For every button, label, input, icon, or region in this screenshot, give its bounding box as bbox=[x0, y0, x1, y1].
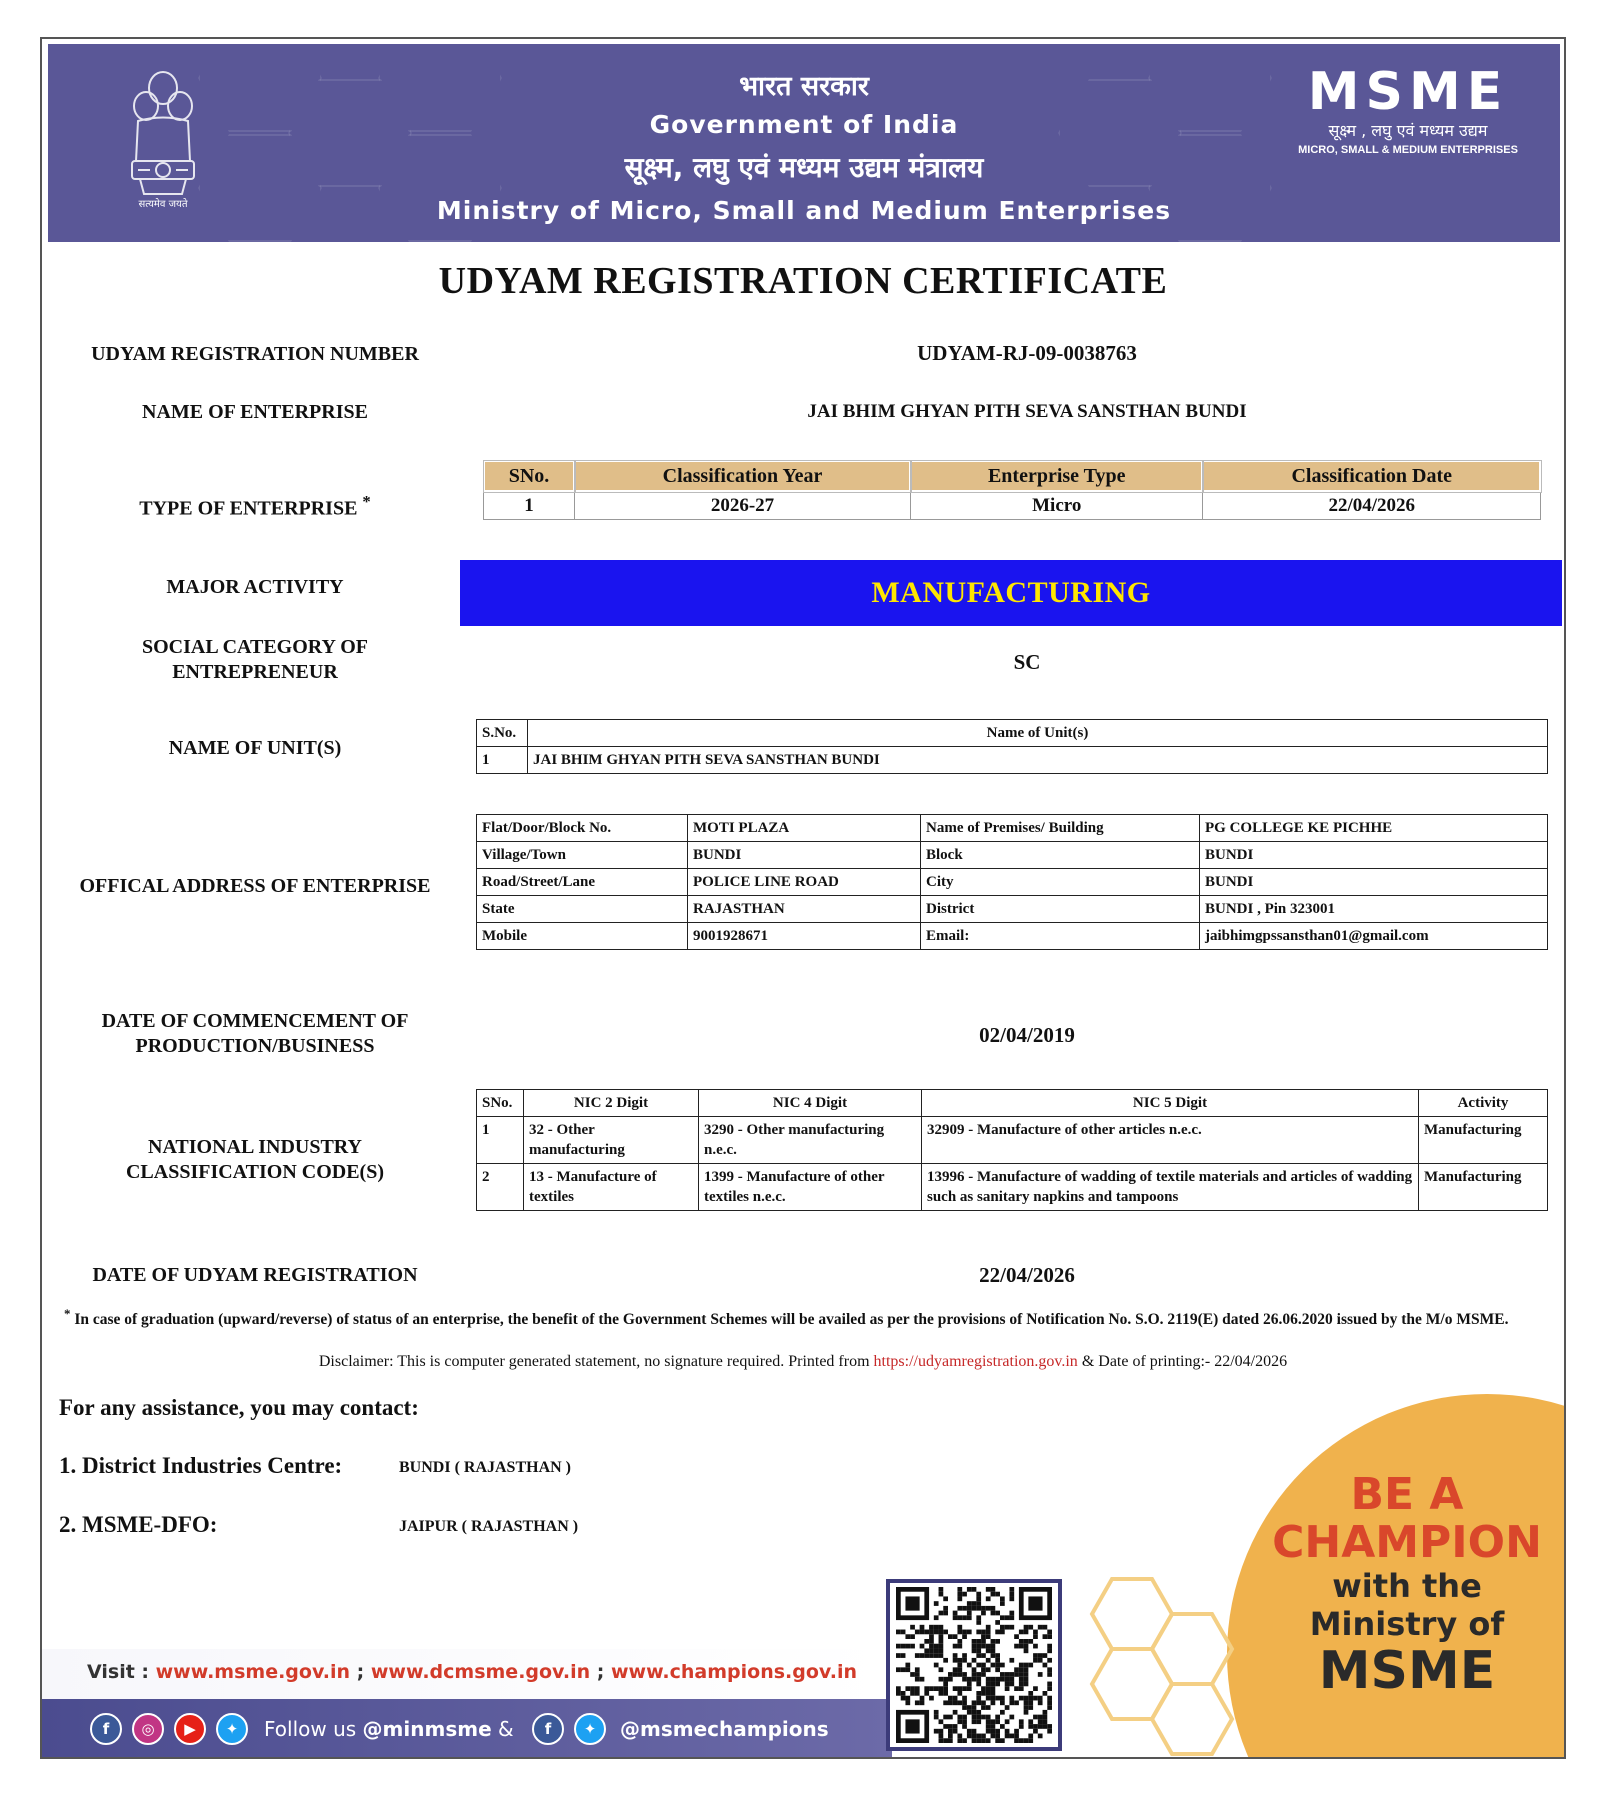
table-cell: MOTI PLAZA bbox=[688, 815, 921, 842]
qr-code-icon bbox=[894, 1587, 1054, 1743]
table-cell: 3290 - Other manufacturing n.e.c. bbox=[699, 1117, 922, 1164]
ampersand: & bbox=[491, 1717, 514, 1741]
champion-line2: CHAMPION bbox=[1272, 1517, 1542, 1568]
table-row bbox=[477, 1117, 1548, 1164]
table-header-cell: NIC 2 Digit bbox=[524, 1090, 699, 1117]
table-cell: BUNDI , Pin 323001 bbox=[1200, 896, 1548, 923]
table-cell: 9001928671 bbox=[688, 923, 921, 950]
nic-label-line1: NATIONAL INDUSTRY bbox=[148, 1136, 362, 1158]
champion-line4: Ministry of bbox=[1309, 1605, 1505, 1643]
table-header-row bbox=[477, 720, 1548, 747]
enterprise-type-label-text: TYPE OF ENTERPRISE bbox=[139, 497, 358, 520]
msme-logo-hindi: सूक्ष्म , लघु एवं मध्यम उद्यम bbox=[1328, 121, 1488, 140]
nic-label bbox=[60, 1135, 450, 1185]
major-activity-label: MAJOR ACTIVITY bbox=[166, 576, 344, 598]
social-category-label-line2: ENTREPRENEUR bbox=[172, 661, 338, 683]
dcmsme-site-link[interactable]: www.dcmsme.gov.in bbox=[370, 1661, 591, 1683]
table-cell: 2026-27 bbox=[575, 492, 911, 520]
handle-msmechampions-text: @msmechampions bbox=[620, 1717, 829, 1741]
dfo-value: JAIPUR ( RAJASTHAN ) bbox=[399, 1518, 579, 1535]
unit-names-label: NAME OF UNIT(S) bbox=[168, 737, 342, 759]
table-cell: 32 - Other manufacturing bbox=[524, 1117, 699, 1164]
champions-site-link[interactable]: www.champions.gov.in bbox=[610, 1661, 858, 1683]
emblem-motto: सत्यमेव जयते bbox=[138, 199, 188, 210]
social-category-label bbox=[60, 635, 450, 685]
qr-code bbox=[886, 1579, 1062, 1751]
disclaimer-suffix: & Date of printing:- 22/04/2026 bbox=[1077, 1353, 1288, 1370]
unit-names-table bbox=[476, 719, 1548, 774]
msme-site-link[interactable]: www.msme.gov.in bbox=[155, 1661, 351, 1683]
dic-label: 1. District Industries Centre: bbox=[59, 1453, 343, 1478]
separator: ; bbox=[590, 1661, 611, 1683]
instagram-icon[interactable]: ◎ bbox=[132, 1713, 164, 1745]
govt-hindi-title: भारत सरकार bbox=[739, 71, 869, 102]
table-cell: 1399 - Manufacture of other textiles n.e.c. bbox=[699, 1164, 922, 1211]
reg-date-label: DATE OF UDYAM REGISTRATION bbox=[92, 1264, 418, 1286]
table-header-cell: Classification Year bbox=[575, 461, 911, 492]
table-header-cell: NIC 5 Digit bbox=[922, 1090, 1419, 1117]
table-cell: 32909 - Manufacture of other articles n.e.c. bbox=[922, 1117, 1419, 1164]
msme-logo-subtitle: MICRO, SMALL & MEDIUM ENTERPRISES bbox=[1298, 144, 1518, 156]
commencement-label-line1: DATE OF COMMENCEMENT OF bbox=[101, 1010, 409, 1032]
table-cell: 1 bbox=[477, 1117, 524, 1164]
handle-msmechampions[interactable] bbox=[620, 1717, 829, 1741]
dfo-label: 2. MSME-DFO: bbox=[59, 1512, 218, 1537]
table-row bbox=[477, 869, 1548, 896]
champion-line3: with the bbox=[1332, 1567, 1482, 1605]
twitter-icon[interactable]: ✦ bbox=[216, 1713, 248, 1745]
table-cell: POLICE LINE ROAD bbox=[688, 869, 921, 896]
follow-prefix: Follow us bbox=[264, 1717, 363, 1741]
champion-line5: MSME bbox=[1318, 1641, 1496, 1701]
commencement-value: 02/04/2019 bbox=[979, 1023, 1075, 1047]
table-header-cell: SNo. bbox=[477, 1090, 524, 1117]
footnote-text: In case of graduation (upward/reverse) of status of an enterprise, the benefit of the Government Schemes will be availed as per the provisions of Notification No. S.O. 2119(E) dated 26.06.2020 issued by the M/o MSME. bbox=[74, 1311, 1509, 1329]
address-table bbox=[476, 814, 1548, 950]
address-label: OFFICAL ADDRESS OF ENTERPRISE bbox=[79, 875, 431, 897]
follow-handles bbox=[264, 1717, 514, 1741]
ministry-hindi-title: सूक्ष्म, लघु एवं मध्यम उद्यम मंत्रालय bbox=[624, 151, 984, 184]
table-cell: State bbox=[477, 896, 688, 923]
table-header-cell: NIC 4 Digit bbox=[699, 1090, 922, 1117]
table-cell: City bbox=[921, 869, 1200, 896]
major-activity-banner: MANUFACTURING bbox=[460, 560, 1562, 626]
reg-number-value: UDYAM-RJ-09-0038763 bbox=[917, 341, 1137, 365]
table-cell: PG COLLEGE KE PICHHE bbox=[1200, 815, 1548, 842]
table-cell: 2 bbox=[477, 1164, 524, 1211]
certificate-title: UDYAM REGISTRATION CERTIFICATE bbox=[438, 260, 1168, 302]
nic-table bbox=[476, 1089, 1548, 1211]
table-row bbox=[477, 842, 1548, 869]
email-value[interactable]: jaibhimgpssansthan01@gmail.com bbox=[1200, 923, 1548, 950]
table-cell: JAI BHIM GHYAN PITH SEVA SANSTHAN BUNDI bbox=[528, 747, 1548, 774]
table-cell: Micro bbox=[911, 492, 1203, 520]
enterprise-name-label: NAME OF ENTERPRISE bbox=[142, 401, 368, 423]
twitter-icon[interactable]: ✦ bbox=[574, 1713, 606, 1745]
social-category-label-line1: SOCIAL CATEGORY OF bbox=[142, 636, 368, 658]
table-row bbox=[477, 815, 1548, 842]
udyam-portal-link[interactable]: https://udyamregistration.gov.in bbox=[873, 1353, 1078, 1370]
msme-logo-text: MSME bbox=[1307, 62, 1509, 122]
graduation-footnote bbox=[64, 1303, 1544, 1330]
table-cell: Mobile bbox=[477, 923, 688, 950]
table-cell: 13 - Manufacture of textiles bbox=[524, 1164, 699, 1211]
nic-label-line2: CLASSIFICATION CODE(S) bbox=[125, 1161, 384, 1183]
reg-number-label: UDYAM REGISTRATION NUMBER bbox=[91, 343, 419, 365]
commencement-label bbox=[60, 1009, 450, 1059]
visit-links bbox=[87, 1661, 857, 1683]
enterprise-type-label bbox=[60, 489, 450, 522]
table-header-cell: S.No. bbox=[477, 720, 528, 747]
facebook-icon[interactable]: f bbox=[532, 1713, 564, 1745]
separator: ; bbox=[350, 1661, 371, 1683]
table-cell: 1 bbox=[484, 492, 575, 520]
assistance-heading: For any assistance, you may contact: bbox=[59, 1395, 419, 1420]
champion-badge bbox=[1242, 1471, 1566, 1699]
table-header-cell: SNo. bbox=[484, 461, 575, 492]
footnote-mark: * bbox=[64, 1306, 71, 1321]
table-row bbox=[477, 1164, 1548, 1211]
youtube-icon[interactable]: ▶ bbox=[174, 1713, 206, 1745]
social-category-value: SC bbox=[1013, 650, 1041, 674]
table-cell: 22/04/2026 bbox=[1203, 492, 1541, 520]
table-row bbox=[484, 492, 1541, 520]
disclaimer bbox=[42, 1353, 1564, 1371]
table-cell: RAJASTHAN bbox=[688, 896, 921, 923]
table-cell: BUNDI bbox=[688, 842, 921, 869]
ministry-title: Ministry of Micro, Small and Medium Enterprises bbox=[436, 196, 1172, 225]
table-cell: 1 bbox=[477, 747, 528, 774]
table-row bbox=[477, 896, 1548, 923]
dic-value: BUNDI ( RAJASTHAN ) bbox=[399, 1459, 572, 1476]
table-row bbox=[477, 747, 1548, 774]
table-header-cell: Name of Unit(s) bbox=[528, 720, 1548, 747]
header-banner bbox=[48, 44, 1560, 242]
enterprise-type-table bbox=[482, 459, 1542, 520]
table-header-row bbox=[484, 461, 1541, 492]
asterisk-mark: * bbox=[362, 492, 371, 511]
table-header-cell: Activity bbox=[1419, 1090, 1548, 1117]
table-cell: BUNDI bbox=[1200, 842, 1548, 869]
table-cell: BUNDI bbox=[1200, 869, 1548, 896]
enterprise-name-value: JAI BHIM GHYAN PITH SEVA SANSTHAN BUNDI bbox=[807, 401, 1247, 422]
certificate-frame bbox=[40, 37, 1566, 1759]
table-header-row bbox=[477, 1090, 1548, 1117]
visit-label: Visit : bbox=[87, 1661, 156, 1683]
champion-line1: BE A bbox=[1350, 1469, 1464, 1520]
msme-logo bbox=[1288, 64, 1528, 174]
commencement-label-line2: PRODUCTION/BUSINESS bbox=[135, 1035, 375, 1057]
table-cell: Manufacturing bbox=[1419, 1117, 1548, 1164]
govt-title: Government of India bbox=[649, 110, 959, 139]
table-cell: Email: bbox=[921, 923, 1200, 950]
handle-minmsme[interactable]: @minmsme bbox=[362, 1717, 492, 1741]
table-cell: Manufacturing bbox=[1419, 1164, 1548, 1211]
table-cell: 13996 - Manufacture of wadding of textile materials and articles of wadding such as sanitary napkins and tampoons bbox=[922, 1164, 1419, 1211]
table-cell: Block bbox=[921, 842, 1200, 869]
reg-date-value: 22/04/2026 bbox=[979, 1263, 1075, 1287]
table-header-cell: Enterprise Type bbox=[911, 461, 1203, 492]
table-cell: Road/Street/Lane bbox=[477, 869, 688, 896]
disclaimer-prefix: Disclaimer: This is computer generated statement, no signature required. Printed from bbox=[318, 1353, 874, 1370]
table-cell: Village/Town bbox=[477, 842, 688, 869]
table-row bbox=[477, 923, 1548, 950]
table-cell: Name of Premises/ Building bbox=[921, 815, 1200, 842]
facebook-icon[interactable]: f bbox=[90, 1713, 122, 1745]
table-header-cell: Classification Date bbox=[1203, 461, 1541, 492]
table-cell: Flat/Door/Block No. bbox=[477, 815, 688, 842]
table-cell: District bbox=[921, 896, 1200, 923]
